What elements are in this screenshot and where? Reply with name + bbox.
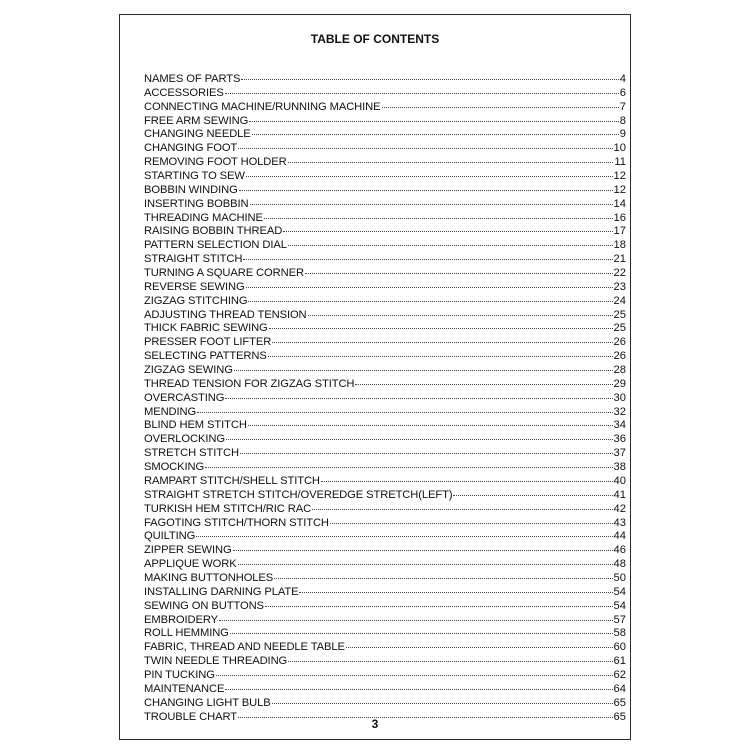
toc-entry-label: SMOCKING	[144, 461, 205, 474]
toc-entry-label: TROUBLE CHART	[144, 710, 237, 723]
toc-entry-page: 37	[613, 447, 626, 460]
toc-entry-page: 7	[619, 100, 626, 113]
toc-entry-label: THICK FABRIC SEWING	[144, 322, 268, 335]
toc-entry-page: 36	[613, 433, 626, 446]
toc-entry-page: 26	[613, 350, 626, 363]
toc-entry-page: 10	[613, 142, 626, 155]
dot-leader	[225, 388, 612, 399]
dot-leader	[269, 318, 613, 329]
toc-entry-page: 12	[613, 170, 626, 183]
dot-leader	[264, 208, 613, 219]
dot-leader	[216, 665, 613, 676]
dot-leader	[246, 277, 613, 288]
toc-entry-page: 40	[613, 474, 626, 487]
dot-leader	[312, 499, 612, 510]
toc-entry-page: 9	[619, 128, 626, 141]
toc-entry-page: 8	[619, 114, 626, 127]
toc-entry-label: TURNING A SQUARE CORNER	[144, 267, 304, 280]
toc-entry-page: 30	[613, 391, 626, 404]
toc-entry-label: CHANGING NEEDLE	[144, 128, 251, 141]
toc-entry-page: 58	[613, 627, 626, 640]
toc-entry-label: CHANGING LIGHT BULB	[144, 696, 271, 709]
dot-leader	[321, 471, 613, 482]
dot-leader	[225, 83, 619, 94]
toc-entry-label: THREAD TENSION FOR ZIGZAG STITCH	[144, 377, 355, 390]
dot-leader	[239, 180, 613, 191]
toc-entry-label: STRAIGHT STITCH	[144, 253, 243, 266]
toc-entry-label: STRAIGHT STRETCH STITCH/OVEREDGE STRETCH(LEFT)	[144, 488, 453, 501]
toc-entry-page: 24	[613, 294, 626, 307]
toc-entry-label: OVERCASTING	[144, 391, 225, 404]
toc-entry-label: FREE ARM SEWING	[144, 114, 249, 127]
dot-leader	[197, 402, 612, 413]
dot-leader	[453, 485, 612, 496]
toc-entry-label: SEWING ON BUTTONS	[144, 599, 264, 612]
dot-leader	[238, 554, 613, 565]
toc-entry-page: 18	[613, 239, 626, 252]
dot-leader	[274, 568, 612, 579]
toc-entry-label: BOBBIN WINDING	[144, 183, 238, 196]
dot-leader	[246, 166, 613, 177]
toc-entry-label: EMBROIDERY	[144, 613, 219, 626]
page-number: 3	[371, 717, 379, 731]
dot-leader	[240, 443, 613, 454]
dot-leader	[288, 152, 614, 163]
toc-entry-label: REVERSE SEWING	[144, 280, 245, 293]
toc-entry-label: REMOVING FOOT HOLDER	[144, 156, 287, 169]
toc-entry-page: 46	[613, 544, 626, 557]
dot-leader	[243, 249, 612, 260]
dot-leader	[308, 305, 613, 316]
toc-entry-page: 65	[613, 696, 626, 709]
toc-entry-label: APPLIQUE WORK	[144, 558, 237, 571]
toc-entry-label: THREADING MACHINE	[144, 211, 263, 224]
dot-leader	[288, 235, 613, 246]
toc-entry-page: 23	[613, 280, 626, 293]
toc-entry-label: NAMES OF PARTS	[144, 73, 241, 85]
toc-entry-page: 12	[613, 183, 626, 196]
dot-leader	[205, 457, 612, 468]
toc-entry-page: 61	[613, 655, 626, 668]
toc-entry-label: ZIPPER SEWING	[144, 544, 232, 557]
toc-entry-page: 21	[613, 253, 626, 266]
dot-leader	[233, 540, 613, 551]
toc-entry-page: 25	[613, 322, 626, 335]
dot-leader	[249, 111, 619, 122]
dot-leader	[248, 415, 613, 426]
toc-entry-page: 26	[613, 336, 626, 349]
toc-entry-label: MAKING BUTTONHOLES	[144, 571, 274, 584]
dot-leader	[283, 221, 612, 232]
dot-leader	[265, 596, 613, 607]
toc-entry-label: RAISING BOBBIN THREAD	[144, 225, 283, 238]
toc-entry-page: 43	[613, 516, 626, 529]
toc-entry-label: MENDING	[144, 405, 197, 418]
document-page	[119, 14, 631, 740]
dot-leader	[272, 332, 612, 343]
toc-entry-page: 17	[613, 225, 626, 238]
toc-entry-page: 54	[613, 599, 626, 612]
toc-entry-label: FABRIC, THREAD AND NEEDLE TABLE	[144, 641, 345, 654]
toc-entry-page: 28	[613, 364, 626, 377]
toc-entry-page: 4	[619, 73, 626, 85]
dot-leader	[355, 374, 612, 385]
toc-entry-page: 22	[613, 267, 626, 280]
toc-entry-label: STRETCH STITCH	[144, 447, 239, 460]
dot-leader	[225, 679, 612, 690]
table-of-contents	[144, 71, 626, 722]
toc-entry-label: PATTERN SELECTION DIAL	[144, 239, 287, 252]
dot-leader	[230, 623, 613, 634]
dot-leader	[299, 582, 612, 593]
toc-entry-label: INSERTING BOBBIN	[144, 197, 249, 210]
toc-entry-label: BLIND HEM STITCH	[144, 419, 247, 432]
toc-entry-label: ZIGZAG STITCHING	[144, 294, 248, 307]
dot-leader	[238, 138, 612, 149]
toc-entry-page: 64	[613, 682, 626, 695]
dot-leader	[241, 69, 618, 80]
dot-leader	[219, 610, 613, 621]
dot-leader	[346, 637, 613, 648]
toc-entry-page: 6	[619, 86, 626, 99]
toc-entry-page: 48	[613, 558, 626, 571]
dot-leader	[252, 124, 619, 135]
toc-entry-label: RAMPART STITCH/SHELL STITCH	[144, 474, 320, 487]
toc-entry-label: PIN TUCKING	[144, 668, 215, 681]
dot-leader	[196, 526, 612, 537]
toc-entry-page: 41	[613, 488, 626, 501]
toc-entry-page: 32	[613, 405, 626, 418]
toc-entry-page: 50	[613, 571, 626, 584]
toc-entry-label: ACCESSORIES	[144, 86, 224, 99]
toc-entry-page: 57	[613, 613, 626, 626]
toc-entry-label: QUILTING	[144, 530, 196, 543]
toc-entry-label: OVERLOCKING	[144, 433, 225, 446]
toc-entry-label: FAGOTING STITCH/THORN STITCH	[144, 516, 329, 529]
toc-entry-label: CHANGING FOOT	[144, 142, 238, 155]
toc-entry-page: 29	[613, 377, 626, 390]
toc-entry-page: 54	[613, 585, 626, 598]
toc-entry-page: 14	[613, 197, 626, 210]
toc-entry-page: 60	[613, 641, 626, 654]
dot-leader	[226, 429, 613, 440]
toc-entry-label: STARTING TO SEW	[144, 170, 245, 183]
dot-leader	[305, 263, 613, 274]
toc-entry-page: 38	[613, 461, 626, 474]
dot-leader	[272, 693, 613, 704]
toc-entry-page: 44	[613, 530, 626, 543]
toc-entry-page: 16	[613, 211, 626, 224]
dot-leader	[330, 513, 613, 524]
toc-entry-page: 62	[613, 668, 626, 681]
toc-entry-page: 34	[613, 419, 626, 432]
dot-leader	[234, 360, 613, 371]
toc-entry-label: ZIGZAG SEWING	[144, 364, 233, 377]
dot-leader	[248, 291, 612, 302]
dot-leader	[288, 651, 612, 662]
dot-leader	[250, 194, 613, 205]
toc-entry-page: 25	[613, 308, 626, 321]
page-title: TABLE OF CONTENTS	[310, 32, 440, 46]
toc-entry-label: CONNECTING MACHINE/RUNNING MACHINE	[144, 100, 381, 113]
toc-entry-label: PRESSER FOOT LIFTER	[144, 336, 272, 349]
dot-leader	[238, 707, 613, 718]
toc-entry-label: INSTALLING DARNING PLATE	[144, 585, 299, 598]
toc-entry-page: 42	[613, 502, 626, 515]
toc-entry-label: ADJUSTING THREAD TENSION	[144, 308, 307, 321]
toc-entry-label: TURKISH HEM STITCH/RIC RAC	[144, 502, 312, 515]
toc-entry-page: 11	[614, 156, 626, 169]
dot-leader	[268, 346, 613, 357]
toc-entry-label: TWIN NEEDLE THREADING	[144, 655, 288, 668]
dot-leader	[382, 97, 619, 108]
toc-entry-label: SELECTING PATTERNS	[144, 350, 267, 363]
toc-entry-page: 65	[613, 710, 626, 723]
toc-entry-label: ROLL HEMMING	[144, 627, 229, 640]
toc-entry-label: MAINTENANCE	[144, 682, 225, 695]
